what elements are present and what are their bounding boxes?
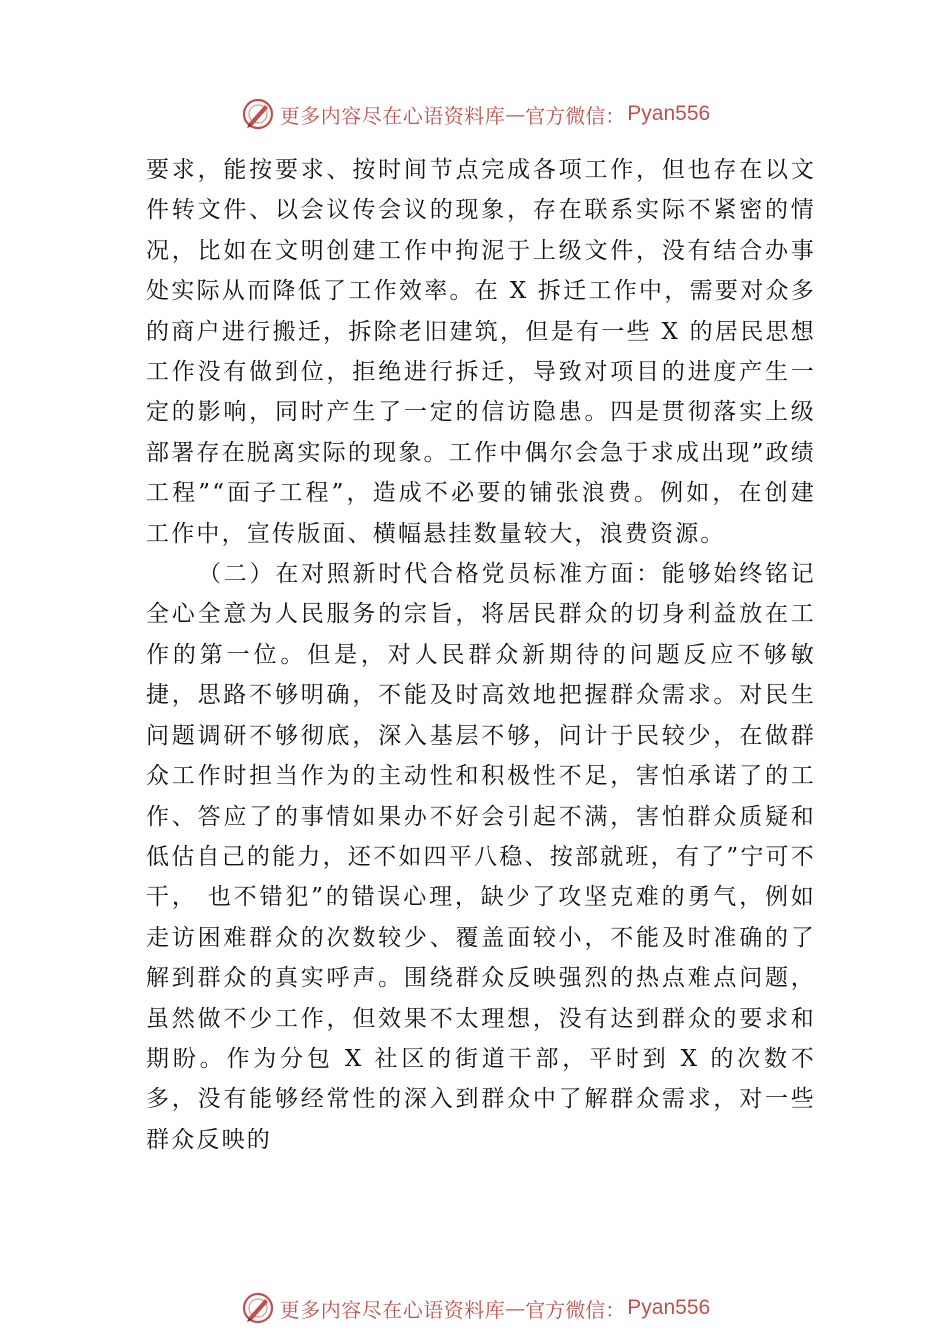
banner-separator: —	[505, 1296, 526, 1320]
wechat-id: Pyan556	[627, 1296, 711, 1319]
footer-banner	[0, 1288, 950, 1328]
wechat-label: 官方微信：	[525, 1297, 626, 1322]
document-body	[146, 150, 816, 1160]
wechat-label: 官方微信：	[525, 103, 626, 128]
brand-text: 更多内容尽在心语资料库	[279, 103, 506, 128]
banner-separator: —	[505, 102, 526, 126]
paragraph-1: 要求，能按要求、按时间节点完成各项工作，但也存在以文件转文件、以会议传会议的现象，存在联系实际不紧密的情况，比如在文明创建工作中拘泥于上级文件，没有结合办事处实际从而降低了工作效率。在 X 拆迁工作中，需要对众多的商户进行搬迁，拆除老旧建筑，但是有一些 X 的居民思想工作没有做到位，拒绝进行拆迁，导致对项目的进度产生一定的影响，同时产生了一定的信访隐患。四是贯彻落实上级部署存在脱离实际的现象。工作中偶尔会急于求成出现”政绩工程”“面子工程”，造成不必要的铺张浪费。例如，在创建工作中，宣传版面、横幅悬挂数量较大，浪费资源。	[146, 157, 816, 547]
header-banner	[0, 94, 950, 134]
brand-text: 更多内容尽在心语资料库	[279, 1297, 506, 1322]
wechat-id: Pyan556	[627, 102, 711, 125]
paragraph-2: （二）在对照新时代合格党员标准方面：能够始终铭记全心全意为人民服务的宗旨，将居民群众的切身利益放在工作的第一位。但是，对人民群众新期待的问题反应不够敏捷，思路不够明确，不能及时高效地把握群众需求。对民生问题调研不够彻底，深入基层不够，问计于民较少，在做群众工作时担当作为的主动性和积极性不足，害怕承诺了的工作、答应了的事情如果办不好会引起不满，害怕群众质疑和低估自己的能力，还不如四平八稳、按部就班，有了”宁可不干， 也不错犯”的错误心理，缺少了攻坚克难的勇气，例如走访困难群众的次数较少、覆盖面较小，不能及时准确的了解到群众的真实呼声。围绕群众反映强烈的热点难点问题，虽然做不少工作，但效果不太理想，没有达到群众的要求和期盼。作为分包 X 社区的街道干部，平时到 X 的次数不多，没有能够经常性的深入到群众中了解群众需求，对一些群众反映的	[146, 561, 816, 1153]
pen-circle-logo-icon	[240, 1290, 276, 1326]
pen-circle-logo-icon	[240, 96, 276, 132]
